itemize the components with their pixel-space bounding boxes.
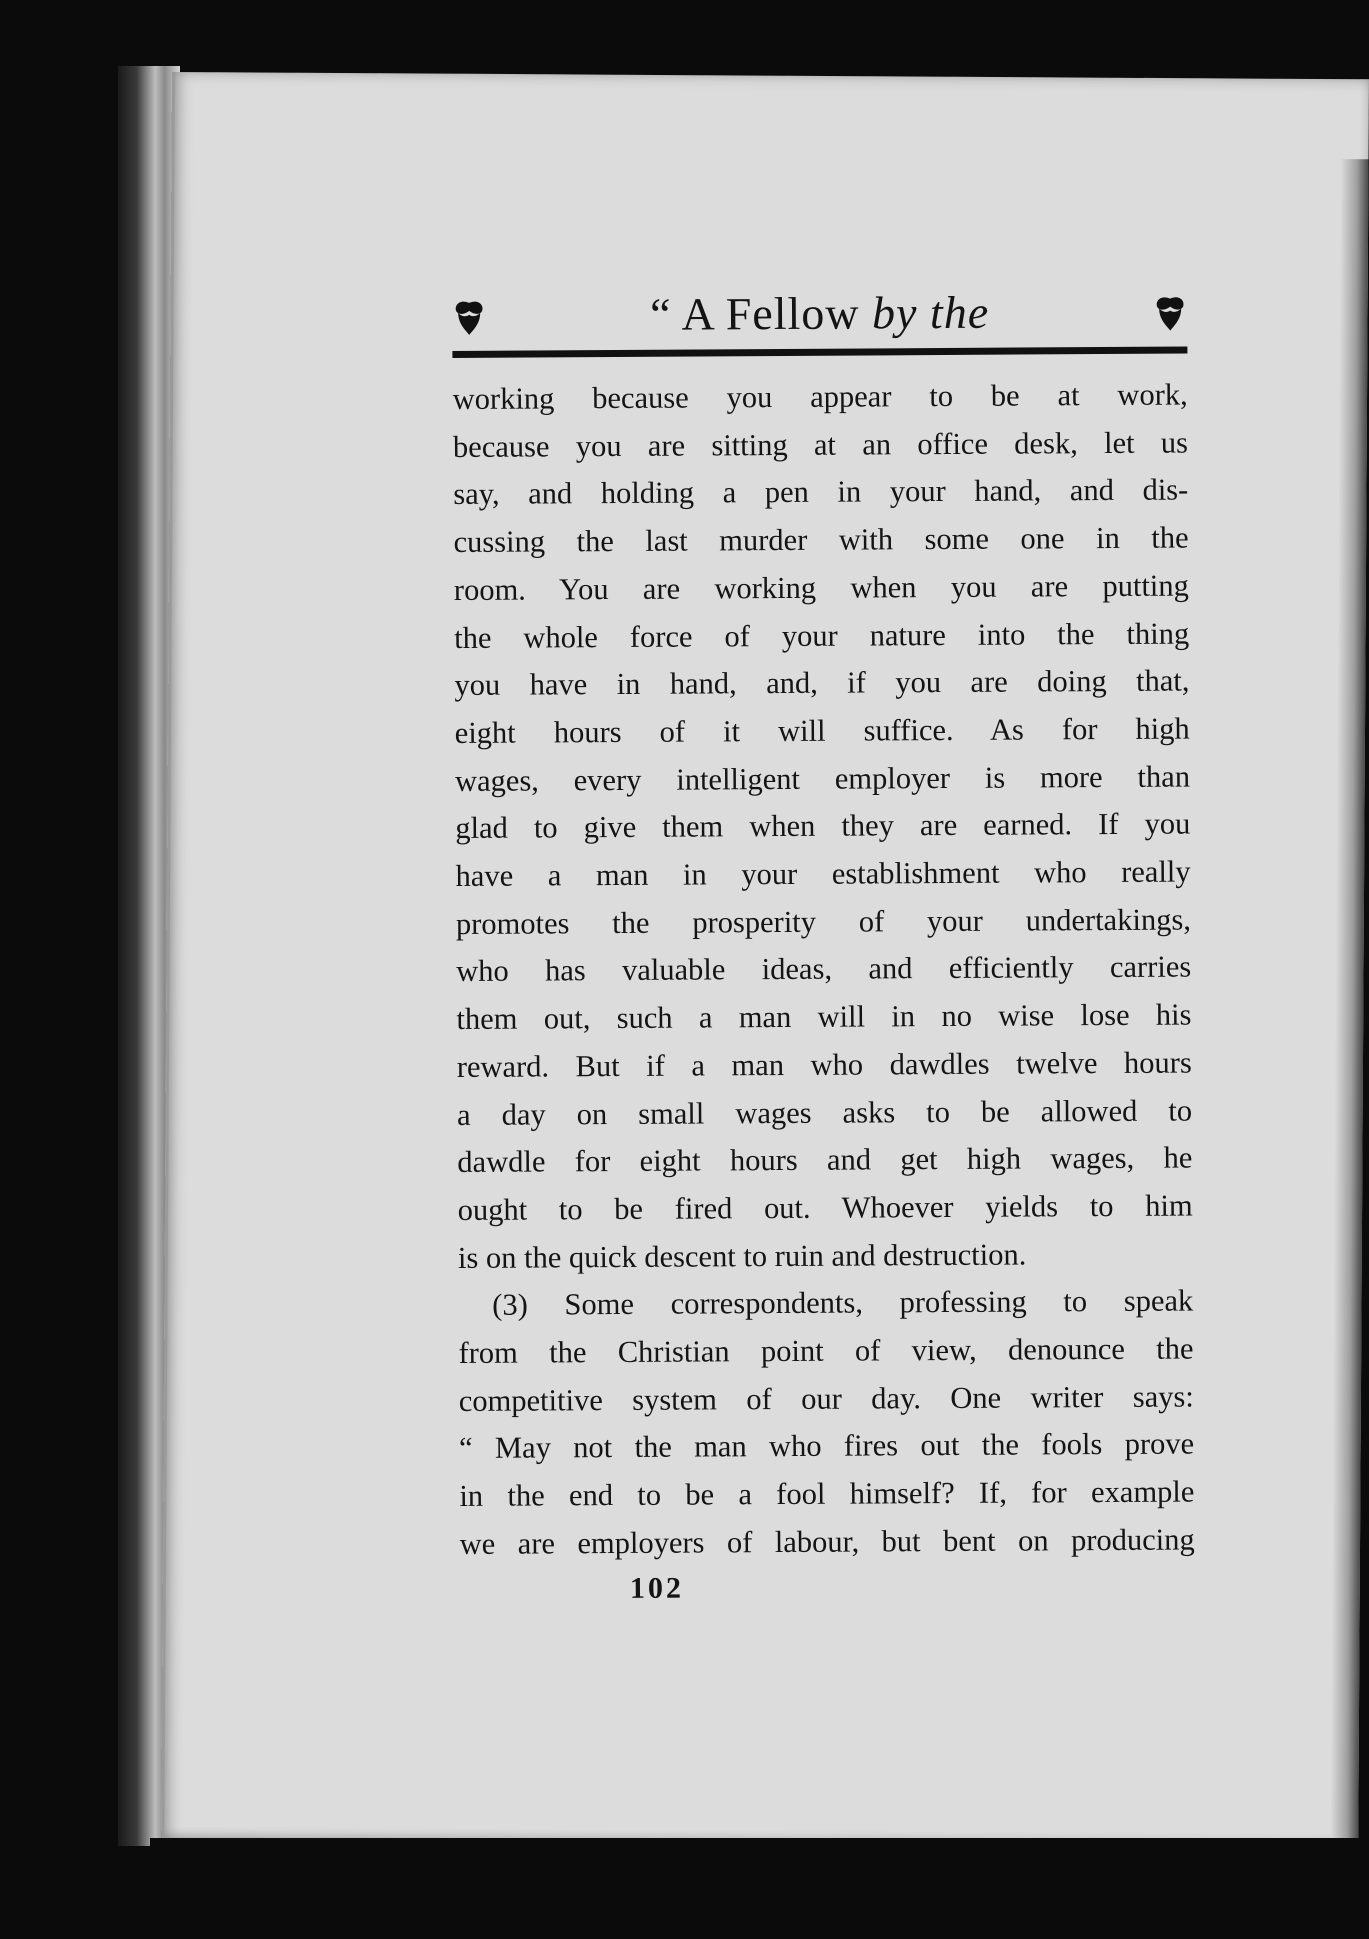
text-line: eight hours of it will suffice. As for high [454,711,1190,750]
text-line: have a man in your establishment who really [455,854,1191,894]
running-header-title-italic: by the [871,286,990,339]
page-content [452,281,1195,1607]
text-line: working because you appear to be at work, [452,377,1188,416]
text-line: we are employers of labour, but bent on producing [459,1522,1195,1561]
text-line: ought to be fired out. Whoever yields to him [457,1188,1193,1227]
running-header-title [452,285,1187,342]
text-line: them out, such a man will in no wise lose his [456,997,1192,1037]
text-line: competitive system of our day. One writer says: [458,1379,1194,1418]
text-line: “ May not the man who fires out the fools prove [459,1426,1195,1466]
text-line: because you are sitting at an office desk, let us [452,425,1189,464]
text-line: in the end to be a fool himself? If, for example [459,1474,1195,1514]
text-line: the whole force of your nature into the thing [454,616,1190,655]
page-number: 102 [629,1571,685,1605]
text-line: say, and holding a pen in your hand, and dis- [453,472,1189,512]
bottom-shadow [150,1838,1369,1939]
text-line: you have in hand, and, if you are doing that, [454,663,1190,703]
text-line: a day on small wages asks to be allowed to [456,1093,1193,1132]
running-header [452,281,1187,358]
text-line: glad to give them when they are earned. If you [455,806,1191,846]
text-line: reward. But if a man who dawdles twelve hours [456,1045,1192,1084]
text-line: from the Christian point of view, denounce the [458,1331,1194,1371]
text-line: dawdle for eight hours and get high wages, he [457,1140,1193,1180]
running-header-title-text: “ A Fellow [650,287,873,340]
text-line: cussing the last murder with some one in the [453,520,1189,560]
fleuron-icon [1153,293,1187,333]
text-line: who has valuable ideas, and efficiently carries [456,949,1192,989]
text-line: (3) Some correspondents, professing to speak [492,1283,1194,1323]
text-line: room. You are working when you are putting [453,568,1189,607]
text-line: is on the quick descent to ruin and destruction. [457,1237,1027,1275]
text-line: promotes the prosperity of your undertakings, [455,902,1191,941]
text-line: wages, every intelligent employer is more than [454,759,1191,798]
body-text [453,372,1195,1569]
